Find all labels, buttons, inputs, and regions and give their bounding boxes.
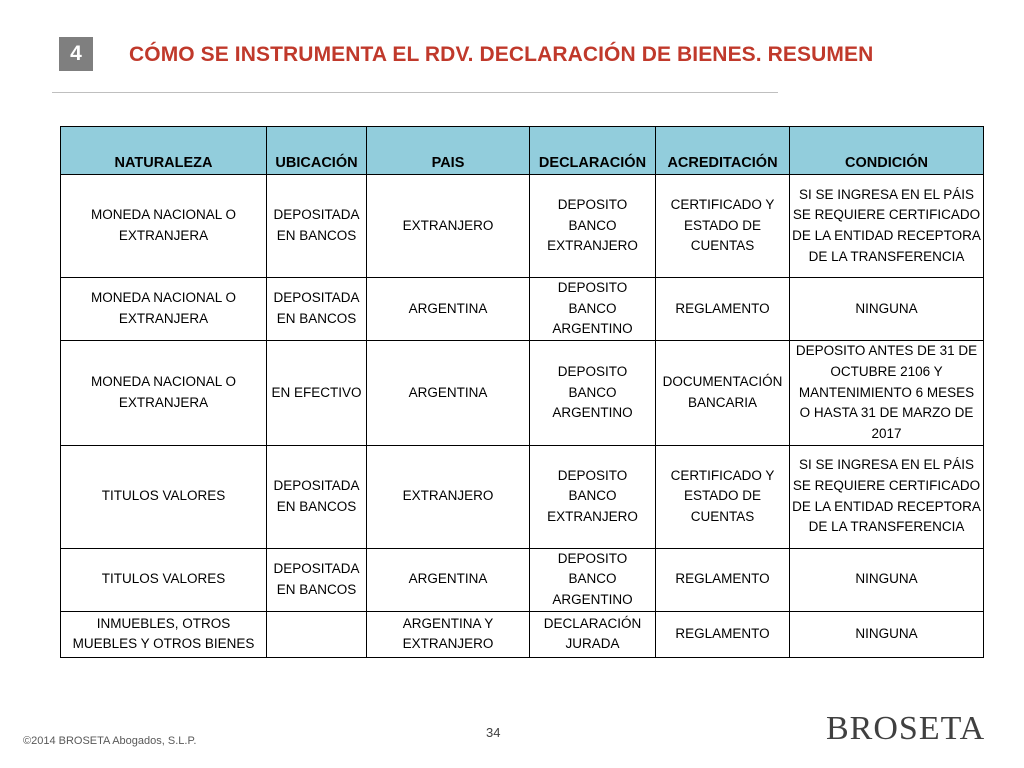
title-divider — [52, 92, 778, 93]
table-row — [61, 548, 984, 611]
cell-condicion: DEPOSITO ANTES DE 31 DE OCTUBRE 2106 Y MANTENIMIENTO 6 MESES O HASTA 31 DE MARZO DE 2017 — [790, 341, 984, 446]
cell-declaracion: DEPOSITO BANCO ARGENTINO — [530, 278, 656, 341]
cell-pais: ARGENTINA — [367, 341, 530, 446]
column-header-naturaleza: NATURALEZA — [61, 127, 267, 175]
cell-pais: ARGENTINA — [367, 548, 530, 611]
cell-pais: ARGENTINA Y EXTRANJERO — [367, 611, 530, 657]
copyright-footer: ©2014 BROSETA Abogados, S.L.P. — [23, 735, 197, 747]
cell-naturaleza: MONEDA NACIONAL O EXTRANJERA — [61, 341, 267, 446]
table-row — [61, 175, 984, 278]
cell-declaracion: DEPOSITO BANCO ARGENTINO — [530, 341, 656, 446]
cell-acreditacion: REGLAMENTO — [656, 611, 790, 657]
cell-naturaleza: MONEDA NACIONAL O EXTRANJERA — [61, 278, 267, 341]
cell-ubicacion — [267, 611, 367, 657]
table-row — [61, 445, 984, 548]
page-number: 34 — [486, 725, 501, 740]
table-row — [61, 611, 984, 657]
column-header-declaracion: DECLARACIÓN — [530, 127, 656, 175]
cell-ubicacion: EN EFECTIVO — [267, 341, 367, 446]
table-row — [61, 278, 984, 341]
cell-declaracion: DECLARACIÓN JURADA — [530, 611, 656, 657]
cell-pais: EXTRANJERO — [367, 445, 530, 548]
cell-acreditacion: REGLAMENTO — [656, 548, 790, 611]
cell-condicion: SI SE INGRESA EN EL PÁIS SE REQUIERE CERTIFICADO DE LA ENTIDAD RECEPTORA DE LA TRANSFERENCIA — [790, 175, 984, 278]
cell-pais: EXTRANJERO — [367, 175, 530, 278]
cell-ubicacion: DEPOSITADA EN BANCOS — [267, 548, 367, 611]
cell-ubicacion: DEPOSITADA EN BANCOS — [267, 445, 367, 548]
cell-ubicacion: DEPOSITADA EN BANCOS — [267, 175, 367, 278]
cell-naturaleza: TITULOS VALORES — [61, 548, 267, 611]
cell-naturaleza: INMUEBLES, OTROS MUEBLES Y OTROS BIENES — [61, 611, 267, 657]
cell-naturaleza: TITULOS VALORES — [61, 445, 267, 548]
cell-acreditacion: CERTIFICADO Y ESTADO DE CUENTAS — [656, 445, 790, 548]
page-title: CÓMO SE INSTRUMENTA EL RDV. DECLARACIÓN DE BIENES. RESUMEN — [129, 43, 874, 66]
cell-naturaleza: MONEDA NACIONAL O EXTRANJERA — [61, 175, 267, 278]
cell-declaracion: DEPOSITO BANCO EXTRANJERO — [530, 445, 656, 548]
table-header-row — [61, 127, 984, 175]
cell-condicion: NINGUNA — [790, 548, 984, 611]
column-header-condicion: CONDICIÓN — [790, 127, 984, 175]
cell-declaracion: DEPOSITO BANCO EXTRANJERO — [530, 175, 656, 278]
cell-acreditacion: DOCUMENTACIÓN BANCARIA — [656, 341, 790, 446]
slide-number-badge: 4 — [59, 37, 93, 71]
column-header-acreditacion: ACREDITACIÓN — [656, 127, 790, 175]
cell-ubicacion: DEPOSITADA EN BANCOS — [267, 278, 367, 341]
column-header-ubicacion: UBICACIÓN — [267, 127, 367, 175]
cell-acreditacion: CERTIFICADO Y ESTADO DE CUENTAS — [656, 175, 790, 278]
cell-acreditacion: REGLAMENTO — [656, 278, 790, 341]
broseta-logo: BROSETA — [826, 710, 986, 747]
cell-pais: ARGENTINA — [367, 278, 530, 341]
cell-condicion: NINGUNA — [790, 611, 984, 657]
summary-table — [60, 126, 984, 658]
column-header-pais: PAIS — [367, 127, 530, 175]
cell-condicion: SI SE INGRESA EN EL PÁIS SE REQUIERE CERTIFICADO DE LA ENTIDAD RECEPTORA DE LA TRANSFERENCIA — [790, 445, 984, 548]
cell-condicion: NINGUNA — [790, 278, 984, 341]
cell-declaracion: DEPOSITO BANCO ARGENTINO — [530, 548, 656, 611]
table-row — [61, 341, 984, 446]
